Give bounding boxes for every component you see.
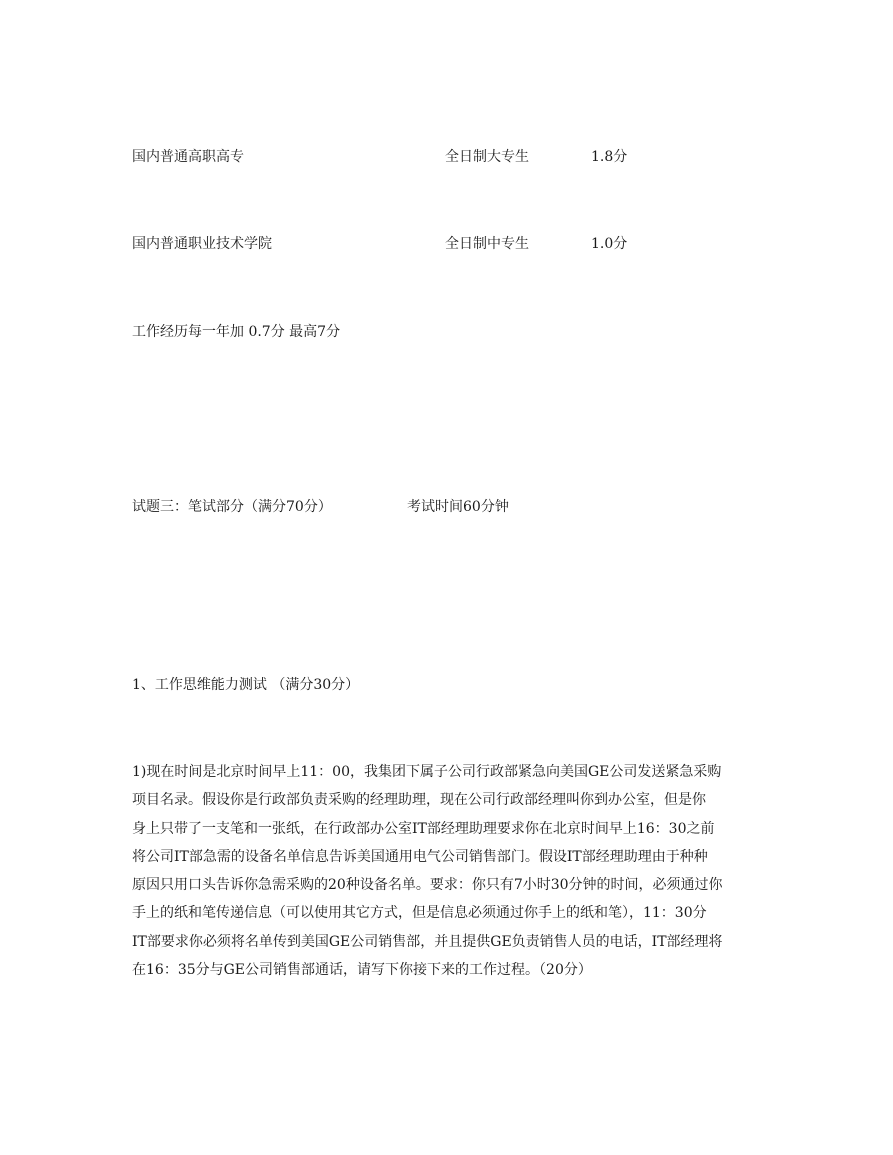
question-line: 原因只用口头告诉你急需采购的20种设备名单。要求：你只有7小时30分钟的时间，必须通过你 (132, 877, 723, 894)
score-row-2-score: 1.0分 (591, 236, 628, 252)
score-row-1-score: 1.8分 (591, 149, 628, 165)
experience-line: 工作经历每一年加 0.7分 最高7分 (132, 324, 341, 340)
question-line: IT部要求你必须将名单传到美国GE公司销售部，并且提供GE负责销售人员的电话，IT部经理将 (132, 933, 723, 950)
exam-time: 考试时间60分钟 (407, 499, 509, 515)
score-row-1-school: 国内普通高职高专 (132, 149, 244, 165)
question-line: 在16：35分与GE公司销售部通话，请写下你接下来的工作过程。（20分） (132, 962, 592, 979)
subsection-title: 1、工作思维能力测试 （满分30分） (132, 677, 360, 693)
question-paragraph (132, 758, 762, 984)
score-row-2-type: 全日制中专生 (445, 236, 529, 252)
question-line: 项目名录。假设你是行政部负责采购的经理助理，现在公司行政部经理叫你到办公室，但是你 (132, 792, 706, 809)
question-line: 将公司IT部急需的设备名单信息告诉美国通用电气公司销售部门。假设IT部经理助理由于种种 (132, 848, 708, 865)
section-title: 试题三：笔试部分（满分70分） (132, 499, 332, 515)
question-line: 手上的纸和笔传递信息（可以使用其它方式，但是信息必须通过你手上的纸和笔），11：30分 (132, 905, 707, 922)
question-line: 身上只带了一支笔和一张纸，在行政部办公室IT部经理助理要求你在北京时间早上16：30之前 (132, 820, 715, 837)
score-row-2-school: 国内普通职业技术学院 (132, 236, 272, 252)
score-row-1-type: 全日制大专生 (445, 149, 529, 165)
question-line: 1)现在时间是北京时间早上11：00，我集团下属子公司行政部紧急向美国GE公司发送紧急采购 (132, 764, 722, 780)
